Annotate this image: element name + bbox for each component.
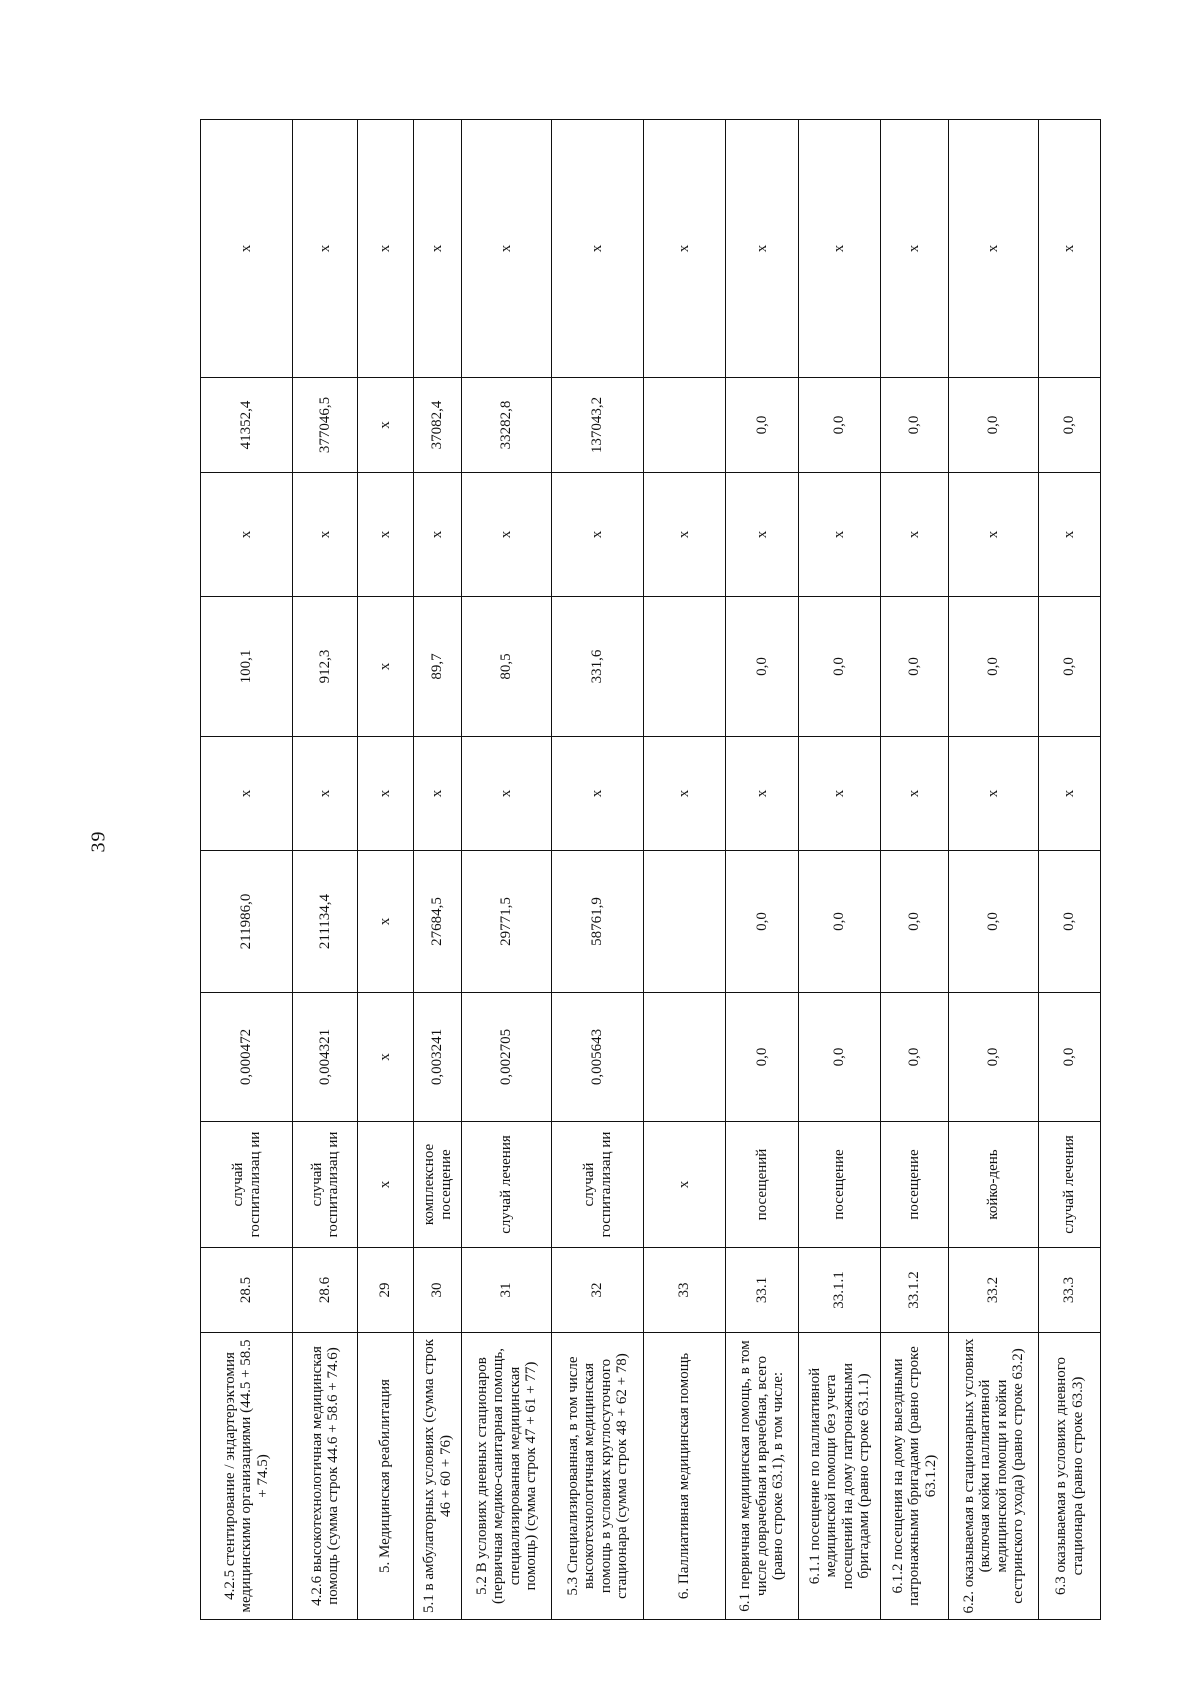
col-normative-volume: 0,0 — [949, 993, 1039, 1122]
col-normative-volume: 0,003241 — [414, 993, 462, 1122]
col-cost-budget: x — [1039, 473, 1101, 597]
row-description: 4.2.5 стентирование / эндартерэктомия медицинскими организациями (44.5 + 58.5 + 74.5) — [201, 1333, 293, 1620]
col-cost-oms: 0,0 — [726, 378, 799, 473]
col-per-capita-budget: x — [881, 737, 949, 851]
col-per-capita-budget: x — [726, 737, 799, 851]
col-normative-volume: 0,005643 — [552, 993, 644, 1122]
col-cost-oms: 0,0 — [949, 378, 1039, 473]
col-percent: x — [358, 120, 414, 378]
row-number: 29 — [358, 1248, 414, 1333]
row-number: 28.6 — [293, 1248, 358, 1333]
col-cost-budget: x — [726, 473, 799, 597]
col-per-capita-budget: x — [358, 737, 414, 851]
col-per-capita-oms: 100,1 — [201, 597, 293, 737]
row-unit: посещение — [799, 1122, 881, 1248]
row-description: 6.1.1 посещение по паллиативной медицинской помощи без учета посещений на дому патронажными бригадами (равно строке 63.1.1) — [799, 1333, 881, 1620]
table-row — [1039, 120, 1101, 1620]
col-normative-volume — [644, 993, 726, 1122]
col-percent: x — [462, 120, 552, 378]
table-row — [462, 120, 552, 1620]
col-normative-cost: 0,0 — [881, 851, 949, 993]
table-row — [201, 120, 293, 1620]
col-cost-budget: x — [358, 473, 414, 597]
col-cost-budget: x — [462, 473, 552, 597]
row-description: 5.2 В условиях дневных стационаров (первичная медико-санитарная помощь, специализированная медицинская помощь) (сумма строк 47 + 61 + 77) — [462, 1333, 552, 1620]
col-per-capita-oms: 0,0 — [881, 597, 949, 737]
col-per-capita-oms: 0,0 — [1039, 597, 1101, 737]
col-cost-budget: x — [949, 473, 1039, 597]
table-frame — [200, 120, 1100, 1620]
row-number: 32 — [552, 1248, 644, 1333]
col-normative-volume: 0,0 — [799, 993, 881, 1122]
row-unit: случай госпитализац ии — [201, 1122, 293, 1248]
col-per-capita-oms: 0,0 — [949, 597, 1039, 737]
row-description: 5. Медицинская реабилитация — [358, 1333, 414, 1620]
row-unit: случай госпитализац ии — [552, 1122, 644, 1248]
col-cost-budget: x — [799, 473, 881, 597]
col-normative-cost: 0,0 — [949, 851, 1039, 993]
row-number: 28.5 — [201, 1248, 293, 1333]
row-unit: x — [644, 1122, 726, 1248]
table-row — [644, 120, 726, 1620]
col-cost-oms: 41352,4 — [201, 378, 293, 473]
col-percent: x — [414, 120, 462, 378]
row-unit: случай лечения — [1039, 1122, 1101, 1248]
col-normative-volume: 0,0 — [726, 993, 799, 1122]
col-percent: x — [1039, 120, 1101, 378]
col-cost-oms: 377046,5 — [293, 378, 358, 473]
row-description: 6. Паллиативная медицинская помощь — [644, 1333, 726, 1620]
page-number: 39 — [87, 830, 110, 853]
col-normative-cost: 58761,9 — [552, 851, 644, 993]
col-percent: x — [799, 120, 881, 378]
table-row — [293, 120, 358, 1620]
col-cost-budget: x — [552, 473, 644, 597]
row-description: 6.2. оказываемая в стационарных условиях (включая койки паллиативной медицинской помощи и койки сестринского ухода) (равно строке 63.2) — [949, 1333, 1039, 1620]
row-unit: койко-день — [949, 1122, 1039, 1248]
col-normative-cost: 0,0 — [726, 851, 799, 993]
col-cost-budget: x — [201, 473, 293, 597]
row-number: 33.3 — [1039, 1248, 1101, 1333]
col-percent: x — [552, 120, 644, 378]
col-cost-oms: 37082,4 — [414, 378, 462, 473]
col-per-capita-oms: 0,0 — [799, 597, 881, 737]
col-per-capita-budget: x — [644, 737, 726, 851]
col-normative-cost: 0,0 — [1039, 851, 1101, 993]
col-cost-oms: 0,0 — [1039, 378, 1101, 473]
col-percent: x — [644, 120, 726, 378]
col-normative-volume: 0,002705 — [462, 993, 552, 1122]
col-per-capita-oms: 0,0 — [726, 597, 799, 737]
col-per-capita-oms: 912,3 — [293, 597, 358, 737]
col-per-capita-budget: x — [201, 737, 293, 851]
row-unit: посещение — [881, 1122, 949, 1248]
col-cost-oms: 137043,2 — [552, 378, 644, 473]
col-per-capita-oms: 80,5 — [462, 597, 552, 737]
row-description: 6.1 первичная медицинская помощь, в том числе доврачебная и врачебная, всего (равно строке 63.1), в том числе: — [726, 1333, 799, 1620]
table-row — [881, 120, 949, 1620]
row-description: 5.1 в амбулаторных условиях (сумма строк 46 + 60 + 76) — [414, 1333, 462, 1620]
col-per-capita-oms: x — [358, 597, 414, 737]
row-number: 33.1.2 — [881, 1248, 949, 1333]
table-row — [414, 120, 462, 1620]
col-per-capita-oms: 89,7 — [414, 597, 462, 737]
col-cost-budget: x — [293, 473, 358, 597]
col-cost-oms: 0,0 — [881, 378, 949, 473]
col-cost-oms: x — [358, 378, 414, 473]
data-table — [200, 119, 1101, 1620]
col-per-capita-budget: x — [414, 737, 462, 851]
col-normative-cost: x — [358, 851, 414, 993]
col-normative-cost: 27684,5 — [414, 851, 462, 993]
col-normative-volume: 0,0 — [881, 993, 949, 1122]
col-per-capita-budget: x — [462, 737, 552, 851]
table-row — [726, 120, 799, 1620]
col-normative-volume: 0,0 — [1039, 993, 1101, 1122]
row-number: 30 — [414, 1248, 462, 1333]
col-normative-cost: 29771,5 — [462, 851, 552, 993]
row-unit: случай госпитализац ии — [293, 1122, 358, 1248]
col-cost-oms — [644, 378, 726, 473]
row-description: 4.2.6 высокотехнологичная медицинская помощь (сумма строк 44.6 + 58.6 + 74.6) — [293, 1333, 358, 1620]
row-number: 31 — [462, 1248, 552, 1333]
col-per-capita-budget: x — [949, 737, 1039, 851]
table-row — [799, 120, 881, 1620]
table-row — [949, 120, 1039, 1620]
col-per-capita-budget: x — [799, 737, 881, 851]
col-normative-cost: 0,0 — [799, 851, 881, 993]
row-number: 33 — [644, 1248, 726, 1333]
row-number: 33.1 — [726, 1248, 799, 1333]
row-description: 6.3 оказываемая в условиях дневного стационара (равно строке 63.3) — [1039, 1333, 1101, 1620]
col-percent: x — [881, 120, 949, 378]
col-percent: x — [201, 120, 293, 378]
col-normative-cost: 211986,0 — [201, 851, 293, 993]
col-normative-volume: x — [358, 993, 414, 1122]
col-per-capita-budget: x — [1039, 737, 1101, 851]
col-per-capita-oms — [644, 597, 726, 737]
row-unit: случай лечения — [462, 1122, 552, 1248]
col-normative-volume: 0,004321 — [293, 993, 358, 1122]
row-number: 33.1.1 — [799, 1248, 881, 1333]
col-normative-cost — [644, 851, 726, 993]
col-normative-cost: 211134,4 — [293, 851, 358, 993]
col-percent: x — [293, 120, 358, 378]
col-cost-oms: 0,0 — [799, 378, 881, 473]
col-cost-budget: x — [644, 473, 726, 597]
col-cost-budget: x — [881, 473, 949, 597]
col-normative-volume: 0,000472 — [201, 993, 293, 1122]
row-number: 33.2 — [949, 1248, 1039, 1333]
col-percent: x — [949, 120, 1039, 378]
table-row — [552, 120, 644, 1620]
col-cost-budget: x — [414, 473, 462, 597]
rotated-table-container — [200, 120, 1100, 1620]
col-per-capita-oms: 331,6 — [552, 597, 644, 737]
col-cost-oms: 33282,8 — [462, 378, 552, 473]
col-per-capita-budget: x — [552, 737, 644, 851]
row-unit: x — [358, 1122, 414, 1248]
table-row — [358, 120, 414, 1620]
row-unit: комплексное посещение — [414, 1122, 462, 1248]
row-description: 5.3 Специализированная, в том числе высокотехнологичная медицинская помощь в условиях круглосуточного стационара (сумма строк 48 + 62 + 78) — [552, 1333, 644, 1620]
col-percent: x — [726, 120, 799, 378]
row-description: 6.1.2 посещения на дому выездными патронажными бригадами (равно строке 63.1.2) — [881, 1333, 949, 1620]
col-per-capita-budget: x — [293, 737, 358, 851]
row-unit: посещений — [726, 1122, 799, 1248]
